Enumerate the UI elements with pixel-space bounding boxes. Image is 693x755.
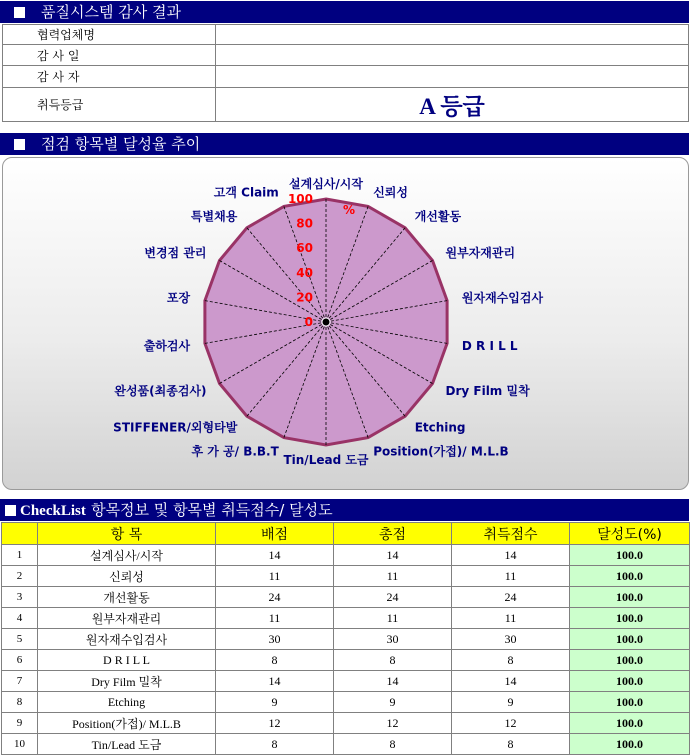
checklist-header-row [2,523,690,545]
radar-tick-label: 40 [296,265,313,280]
row-points: 8 [216,650,334,671]
radar-category-label: 후 가 공/ B.B.T [191,444,279,459]
achievement-trend-title: 점검 항목별 달성율 추이 [41,135,201,153]
row-points: 12 [216,713,334,734]
row-no: 3 [2,587,38,608]
radar-category-label: 포장 [166,291,191,305]
row-total: 12 [334,713,452,734]
audit-value[interactable] [216,25,689,45]
row-no: 2 [2,566,38,587]
row-score: 12 [452,713,570,734]
square-bullet-icon [5,505,16,516]
col-header-points: 배점 [216,523,334,545]
audit-label: 취득등급 [3,88,216,122]
radar-category-label: 출하검사 [143,339,191,353]
radar-category-label: 개선활동 [414,209,462,224]
row-score: 24 [452,587,570,608]
row-score: 14 [452,545,570,566]
row-item: Dry Film 밀착 [38,671,216,692]
col-header-no [2,523,38,545]
radar-category-label: 원자재수입검사 [461,291,544,305]
radar-category-label: STIFFENER/외형타발 [113,420,238,435]
row-total: 30 [334,629,452,650]
row-item: 원자재수입검사 [38,629,216,650]
row-total: 11 [334,608,452,629]
row-points: 9 [216,692,334,713]
table-row [2,608,690,629]
radar-category-label: 원부자재관리 [445,246,516,260]
audit-label: 감 사 일 [3,45,216,66]
radar-center-marker [322,318,330,326]
row-points: 8 [216,734,334,755]
audit-result-header [0,1,689,23]
row-total: 9 [334,692,452,713]
row-item: Tin/Lead 도금 [38,734,216,755]
radar-category-label: 고객 Claim [213,185,279,200]
col-header-rate: 달성도(%) [570,523,690,545]
audit-info-table [2,24,689,122]
audit-label: 감 사 자 [3,66,216,88]
row-item: Position(가접)/ M.L.B [38,713,216,734]
radar-category-label: 특별채용 [190,209,238,224]
row-no: 4 [2,608,38,629]
row-score: 8 [452,650,570,671]
col-header-score: 취득점수 [452,523,570,545]
row-rate: 100.0 [570,671,690,692]
audit-grade-value: A 등급 [216,88,689,122]
radar-category-label: 설계심사/시작 [289,177,363,191]
row-score: 14 [452,671,570,692]
row-item: 개선활동 [38,587,216,608]
row-score: 9 [452,692,570,713]
row-no: 9 [2,713,38,734]
table-row [2,650,690,671]
audit-row [3,45,689,66]
audit-result-title: 품질시스템 감사 결과 [41,3,181,21]
row-points: 11 [216,566,334,587]
table-row [2,734,690,755]
row-rate: 100.0 [570,587,690,608]
radar-category-label: 변경점 관리 [144,246,207,260]
radar-category-label: Etching [414,420,466,435]
row-total: 8 [334,650,452,671]
row-points: 30 [216,629,334,650]
row-total: 14 [334,671,452,692]
table-row [2,545,690,566]
row-item: 신뢰성 [38,566,216,587]
radar-unit-label: % [342,203,356,217]
radar-category-label: Position(가접)/ M.L.B [373,444,509,459]
row-points: 14 [216,545,334,566]
audit-row [3,88,689,122]
table-row [2,587,690,608]
row-total: 8 [334,734,452,755]
row-points: 11 [216,608,334,629]
row-total: 11 [334,566,452,587]
row-no: 6 [2,650,38,671]
col-header-item: 항 목 [38,523,216,545]
audit-row [3,25,689,45]
row-rate: 100.0 [570,734,690,755]
radar-chart-area [2,157,689,490]
row-score: 11 [452,608,570,629]
radar-tick-label: 60 [296,241,313,256]
row-no: 7 [2,671,38,692]
checklist-title: 항목정보 및 항목별 취득점수/ 달성도 [91,501,333,519]
row-points: 14 [216,671,334,692]
checklist-title-prefix: CheckList [20,503,86,519]
radar-category-label: 완성품(최종검사) [114,384,207,398]
col-header-total: 총점 [334,523,452,545]
radar-chart [3,158,690,491]
row-no: 8 [2,692,38,713]
radar-category-label: 신뢰성 [373,185,408,200]
square-bullet-icon [14,7,25,18]
row-item: Etching [38,692,216,713]
checklist-table [1,522,690,755]
radar-tick-label: 100 [287,192,313,206]
audit-label: 협력업체명 [3,25,216,45]
row-score: 30 [452,629,570,650]
row-rate: 100.0 [570,545,690,566]
row-rate: 100.0 [570,566,690,587]
table-row [2,566,690,587]
row-rate: 100.0 [570,650,690,671]
audit-row [3,66,689,88]
table-row [2,692,690,713]
row-item: 원부자재관리 [38,608,216,629]
square-bullet-icon [14,139,25,150]
radar-category-label: Tin/Lead 도금 [283,453,369,467]
row-no: 5 [2,629,38,650]
radar-tick-label: 20 [296,290,313,305]
row-total: 14 [334,545,452,566]
radar-tick-label: 80 [296,216,313,231]
radar-category-label: D R I L L [461,339,518,353]
radar-tick-label: 0 [304,315,313,329]
audit-value[interactable] [216,66,689,88]
row-no: 1 [2,545,38,566]
row-no: 10 [2,734,38,755]
table-row [2,671,690,692]
row-item: 설계심사/시작 [38,545,216,566]
row-rate: 100.0 [570,713,690,734]
table-row [2,629,690,650]
row-points: 24 [216,587,334,608]
row-score: 8 [452,734,570,755]
row-score: 11 [452,566,570,587]
row-rate: 100.0 [570,608,690,629]
table-row [2,713,690,734]
checklist-header [0,499,689,521]
achievement-trend-header [0,133,689,155]
radar-category-label: Dry Film 밀착 [445,384,530,398]
row-item: D R I L L [38,650,216,671]
row-rate: 100.0 [570,692,690,713]
row-total: 24 [334,587,452,608]
audit-value[interactable] [216,45,689,66]
row-rate: 100.0 [570,629,690,650]
